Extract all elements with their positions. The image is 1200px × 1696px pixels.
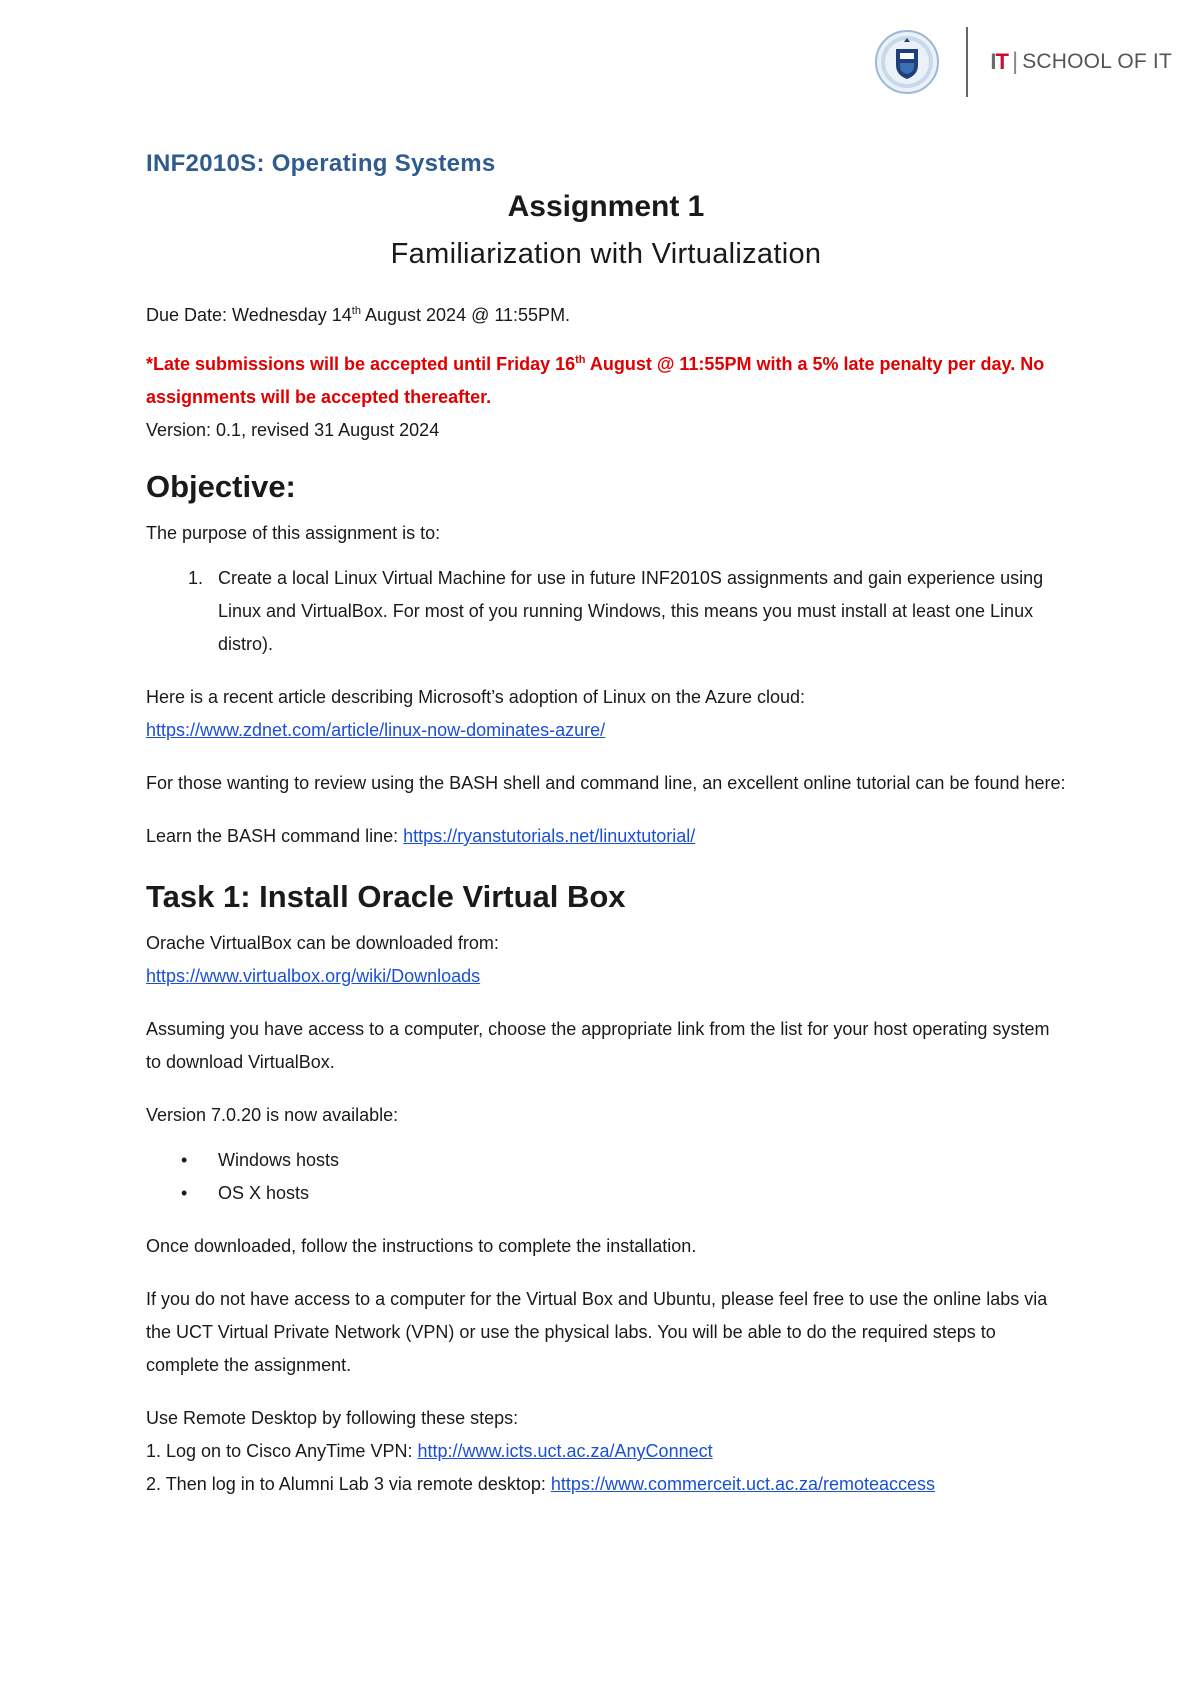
remote-step: 1. Log on to Cisco AnyTime VPN: http://www.icts.uct.ac.za/AnyConnect (146, 1441, 713, 1461)
objective-list (146, 562, 1066, 661)
it-logo-text: SCHOOL OF IT (1022, 50, 1172, 73)
late-submission-notice: *Late submissions will be accepted until Friday 16th August @ 11:55PM with a 5% late penalty per day. No assignments will be accepted thereafter. (146, 354, 1045, 407)
school-of-it-logo (990, 48, 1172, 76)
header-logos (874, 22, 1172, 102)
course-title: INF2010S: Operating Systems (146, 150, 496, 177)
vpn-link[interactable]: http://www.icts.uct.ac.za/AnyConnect (417, 1441, 713, 1461)
due-date: Due Date: Wednesday 14th August 2024 @ 11:55PM. (146, 305, 571, 325)
objective-item: 1. Create a local Linux Virtual Machine for use in future INF2010S assignments and gain experience using Linux and VirtualBox. For most of you running Windows, this means you must install at least one Linux distro). (208, 562, 1066, 661)
hosts-list (146, 1144, 1066, 1210)
document-body (146, 146, 1066, 1501)
list-item: • Windows hosts (218, 1144, 1066, 1177)
objective-intro: The purpose of this assignment is to: (146, 523, 441, 543)
list-item: • OS X hosts (218, 1177, 1066, 1210)
logo-separator (966, 27, 968, 97)
it-logo-pipe: | (1011, 48, 1019, 75)
install-text: Once downloaded, follow the instructions to complete the installation. (146, 1236, 697, 1256)
article-link-line (146, 714, 1066, 747)
download-text: Orache VirtualBox can be downloaded from: (146, 933, 499, 953)
bash-tutorial-link[interactable]: https://ryanstutorials.net/linuxtutorial/ (403, 826, 696, 846)
article-text: Here is a recent article describing Microsoft’s adoption of Linux on the Azure cloud: (146, 687, 806, 707)
bullet-icon: • (181, 1150, 188, 1170)
download-link-line (146, 960, 1066, 993)
bash-line: Learn the BASH command line: https://ryanstutorials.net/linuxtutorial/ (146, 826, 696, 846)
objective-heading: Objective: (146, 469, 296, 504)
assignment-subtitle: Familiarization with Virtualization (390, 238, 822, 270)
article-link[interactable]: https://www.zdnet.com/article/linux-now-dominates-azure/ (146, 720, 606, 740)
remote-step: 2. Then log in to Alumni Lab 3 via remote desktop: https://www.commerceit.uct.ac.za/remoteaccess (146, 1474, 936, 1494)
bullet-icon: • (181, 1183, 188, 1203)
version-line: Version: 0.1, revised 31 August 2024 (146, 420, 440, 440)
remote-access-link[interactable]: https://www.commerceit.uct.ac.za/remoteaccess (550, 1474, 936, 1494)
remote-steps (146, 1435, 1066, 1501)
assume-text: Assuming you have access to a computer, choose the appropriate link from the list for your host operating system to download VirtualBox. (146, 1019, 1050, 1072)
it-logo-mark: IT (990, 49, 1008, 74)
assignment-title: Assignment 1 (507, 190, 705, 223)
uct-seal-icon (874, 29, 940, 95)
version-available-text: Version 7.0.20 is now available: (146, 1105, 399, 1125)
bash-text: For those wanting to review using the BASH shell and command line, an excellent online tutorial can be found here: (146, 773, 1066, 793)
no-access-text: If you do not have access to a computer for the Virtual Box and Ubuntu, please feel free to use the online labs via the UCT Virtual Private Network (VPN) or use the physical labs. You will be able to do the required steps to complete the assignment. (146, 1289, 1048, 1375)
task1-heading: Task 1: Install Oracle Virtual Box (146, 879, 626, 914)
virtualbox-download-link[interactable]: https://www.virtualbox.org/wiki/Downloads (146, 966, 481, 986)
remote-intro: Use Remote Desktop by following these steps: (146, 1408, 519, 1428)
